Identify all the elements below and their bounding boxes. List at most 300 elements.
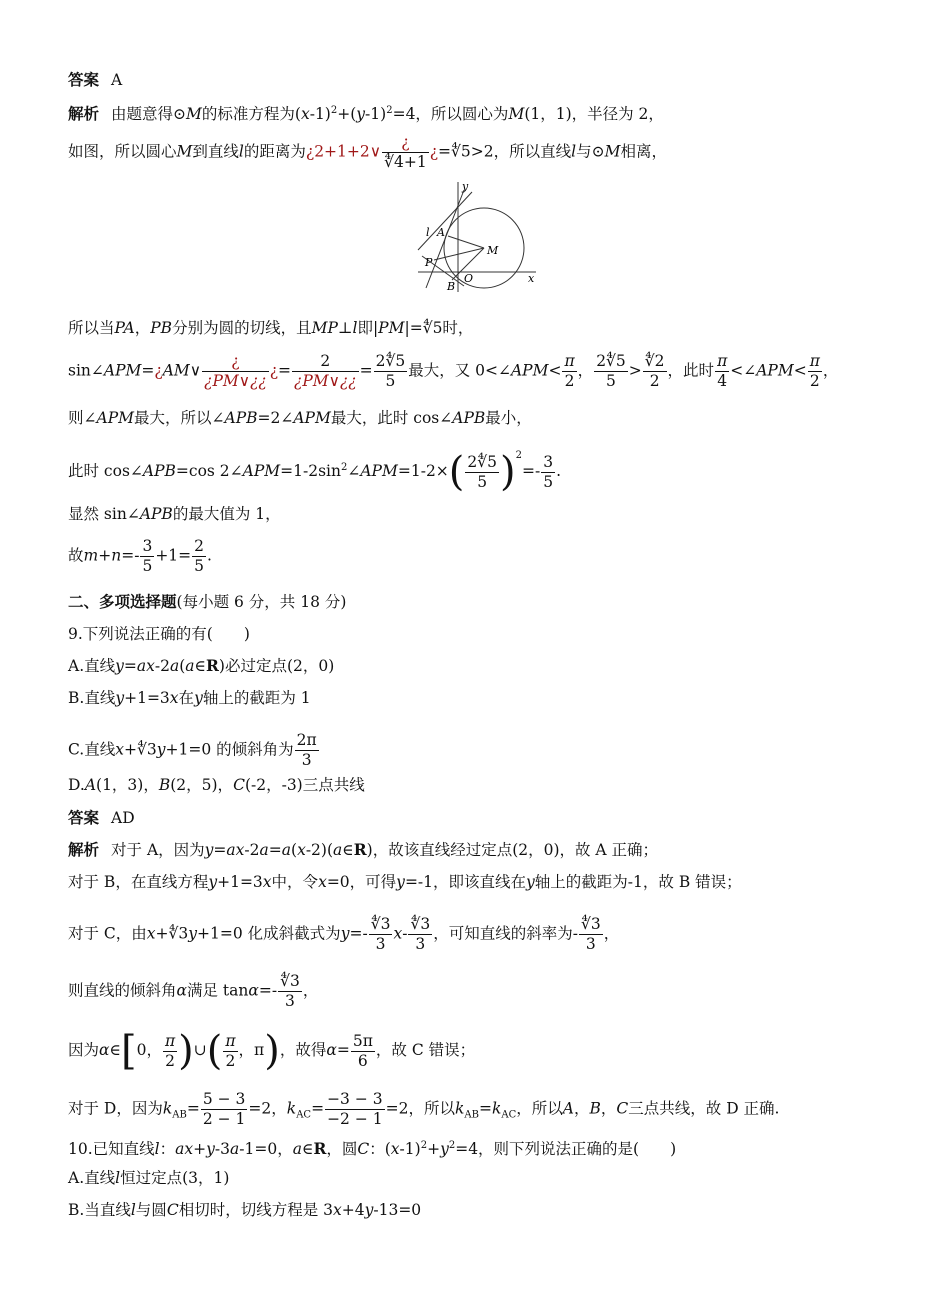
denominator: 5 (194, 557, 205, 575)
text: APM (293, 409, 331, 427)
numerator: −3 − 3 (327, 1090, 383, 1108)
numerator: 2 (292, 352, 359, 372)
solution-line-4 (68, 352, 838, 391)
text: =∜5>2，所以直线 (438, 142, 572, 161)
text: =- (522, 462, 541, 480)
fraction (579, 915, 603, 954)
text: = (213, 841, 227, 859)
fraction (192, 537, 206, 576)
fraction (808, 352, 822, 391)
text: =- (258, 981, 278, 1000)
text: . (207, 546, 212, 565)
text: y (204, 841, 214, 859)
text: APM (360, 462, 398, 480)
text: 2 (340, 461, 348, 473)
text: l (571, 142, 577, 161)
text: ，故得 (279, 1041, 327, 1059)
text: A (84, 776, 97, 794)
text: 在 (178, 689, 195, 707)
text: x (390, 1140, 400, 1159)
text: (1，3)， (96, 776, 159, 794)
garbled-math: ¿ (269, 361, 279, 380)
text: +1=0 化成斜截式为 (197, 924, 341, 943)
fraction (465, 453, 499, 492)
numerator: ¿ (202, 352, 269, 372)
text: 如图，所以圆心 (68, 142, 177, 161)
text: 到直线 (192, 142, 239, 161)
label-l: l (426, 226, 430, 239)
segment-pm (434, 248, 484, 260)
text: R (206, 656, 219, 675)
q9-solution-4 (68, 972, 318, 1011)
text: +( (337, 105, 357, 124)
text: 与圆 (135, 1201, 167, 1219)
text: 最小， (485, 409, 532, 427)
text: 轴上的截距为-1，故 B 错误； (534, 873, 742, 891)
denominator: ¿PM∨¿¿ (204, 372, 267, 390)
text: a (292, 1140, 302, 1159)
text: 9.下列说法正确的有( ) (68, 625, 250, 643)
text: 的最大值为 1， (172, 505, 281, 523)
text: ， (822, 361, 839, 380)
bracket-left: [ (120, 1028, 137, 1074)
q10-stem (68, 1136, 676, 1159)
text: - (402, 924, 408, 943)
fraction (369, 915, 393, 954)
text: +1=0 的倾斜角为 (165, 740, 294, 759)
denominator: ∜4+1 (384, 153, 427, 171)
denominator: 6 (357, 1051, 368, 1070)
text: m (83, 546, 99, 565)
text: <∠ (730, 361, 757, 380)
text: l (352, 319, 358, 337)
text: (1，1)，半径为 2， (524, 105, 664, 124)
numerator: ∜3 (410, 915, 431, 933)
denominator: 5 (477, 472, 488, 491)
text: =0，可得 (326, 873, 397, 891)
denominator: ¿PM∨¿¿ (294, 372, 357, 390)
text: 则直线的倾斜角 (68, 981, 177, 1000)
text: 对于 B，在直线方程 (68, 873, 209, 891)
paren-right: ) (500, 449, 516, 495)
text: APM (96, 409, 134, 427)
q9-option-b (68, 688, 311, 708)
text: k (491, 1099, 502, 1118)
text: D. (68, 776, 85, 794)
text: C (357, 1140, 370, 1159)
answer-line (68, 70, 122, 90)
text: < (793, 361, 807, 380)
text: +1=3 (124, 689, 170, 707)
solution-label: 解析 (68, 105, 100, 124)
text: =-1，即该直线在 (404, 873, 527, 891)
text: 所以当 (68, 319, 115, 337)
fraction (541, 453, 555, 492)
text: x (146, 924, 156, 943)
text: a (185, 657, 195, 675)
denominator: 5 (385, 372, 396, 390)
text: C (166, 1201, 179, 1219)
text: B (589, 1099, 601, 1118)
text: AB (172, 1109, 187, 1121)
paren-left: ( (206, 1028, 223, 1074)
text: C.直线 (68, 740, 116, 759)
text: x (115, 740, 124, 759)
text: = (278, 361, 292, 380)
text: ，故 C 错误； (375, 1041, 476, 1059)
text: ， (577, 361, 594, 380)
text: ∈ (194, 657, 207, 675)
label-y: y (462, 180, 469, 193)
text: a (230, 1140, 240, 1159)
solution-line-8 (68, 537, 212, 576)
text: ，圆 (326, 1140, 358, 1159)
numerator: 2π (296, 731, 317, 749)
solution-line-6 (68, 446, 562, 495)
text: |=∜5时， (404, 319, 474, 337)
text: M (604, 142, 621, 161)
text: 最大，又 0<∠ (408, 361, 511, 380)
text: α (326, 1041, 337, 1059)
text: y (208, 873, 218, 891)
numerator: ¿ (382, 133, 429, 153)
text: 轴上的截距为 1 (202, 689, 311, 707)
q9-solution-6 (68, 1090, 779, 1129)
solution-line-1 (68, 101, 664, 124)
text: +∜3 (155, 924, 189, 943)
text: k (454, 1099, 465, 1118)
text: 恒过定点(3，1) (120, 1169, 230, 1187)
text: PM (378, 319, 405, 337)
text: 的距离为 (243, 142, 306, 161)
text: = (336, 1041, 350, 1059)
text: ∈ (342, 841, 354, 859)
text: = (186, 1099, 200, 1118)
fraction (643, 352, 667, 391)
text: ax (136, 657, 155, 675)
text: R (313, 1139, 327, 1159)
denominator: 5 (543, 472, 554, 491)
text: 分别为圆的切线，且 (172, 319, 312, 337)
text: = (141, 361, 155, 380)
text: ∈ (109, 1041, 121, 1059)
text: . (556, 462, 562, 480)
text: APM (242, 462, 281, 480)
text: k (162, 1099, 173, 1118)
answer-value: AD (111, 809, 135, 827)
denominator: 3 (375, 935, 386, 953)
text: 2 (330, 105, 338, 116)
numerator: 2 (194, 537, 205, 555)
text: y (206, 1140, 215, 1159)
text: 即| (357, 319, 379, 337)
text: ， (600, 1099, 617, 1118)
text: a (169, 657, 180, 675)
text: y (440, 1140, 449, 1159)
denominator: 2 (165, 1051, 175, 1070)
text: 10.已知直线 (68, 1140, 155, 1159)
text: > (628, 361, 642, 380)
q9-option-a (68, 656, 334, 676)
denominator: 3 (301, 751, 312, 769)
text: ，所以 (516, 1099, 563, 1118)
text: C (616, 1099, 629, 1118)
answer-value: A (111, 71, 123, 89)
text: = (123, 657, 137, 675)
geometry-figure (412, 176, 542, 294)
text: ∪ (193, 1041, 207, 1059)
fraction (562, 352, 576, 391)
text: y (396, 873, 405, 891)
text: l (238, 142, 244, 161)
garbled-math: ¿2+1+2∨ (305, 142, 382, 161)
text: 由题意得⊙ (111, 105, 187, 124)
answer-label: 答案 (68, 809, 100, 827)
segment-am (448, 236, 484, 248)
text: =- (121, 546, 140, 565)
text: y (115, 657, 124, 675)
text: =1-2sin (280, 462, 341, 480)
solution-line-3 (68, 318, 473, 338)
text: y (156, 740, 166, 759)
denominator: 3 (585, 935, 596, 953)
label-m: M (487, 244, 499, 257)
text: =1-2× (397, 462, 449, 480)
text: 满足 tan (186, 981, 249, 1000)
text: ，可知直线的斜率为- (433, 924, 578, 943)
label-o: O (464, 272, 474, 285)
text: l (130, 1201, 136, 1219)
text: y (526, 873, 535, 891)
numerator: 5 − 3 (202, 1090, 246, 1108)
numerator: 2∜5 (596, 352, 626, 370)
text: ∨ (189, 361, 202, 380)
text: = (359, 361, 373, 380)
text: PB (150, 319, 173, 337)
text: ， (302, 981, 319, 1000)
text: sin∠ (68, 361, 104, 380)
text: (-2，-3)三点共线 (244, 776, 365, 794)
fraction (140, 537, 154, 576)
q9-stem (68, 624, 250, 644)
text: + (427, 1140, 441, 1159)
text: ( (291, 841, 298, 859)
text: M (176, 142, 193, 161)
text: x (297, 841, 306, 859)
fraction (278, 972, 302, 1011)
text: ：( (369, 1140, 391, 1159)
text: y (115, 689, 125, 707)
q9-solution-2 (68, 872, 742, 892)
text: y (194, 689, 203, 707)
numerator: ∜2 (644, 352, 665, 370)
text: 最大，此时 cos∠ (330, 409, 453, 427)
q9-answer (68, 808, 135, 828)
section-note: (每小题 6 分，共 18 分) (176, 593, 347, 611)
text: -3 (214, 1140, 230, 1159)
text: l (115, 1169, 121, 1187)
text: 2 (386, 105, 393, 116)
fraction (163, 1032, 177, 1071)
fraction (325, 1090, 385, 1129)
text: -13=0 (373, 1201, 422, 1219)
text: x (262, 873, 272, 891)
text: 最大，所以∠ (134, 409, 225, 427)
text: ： (159, 1140, 176, 1159)
text: APM (756, 361, 794, 380)
numerator: π (564, 352, 575, 370)
text: α (176, 981, 187, 1000)
text: AC (296, 1109, 312, 1121)
label-p: P (425, 256, 433, 269)
text: B (158, 776, 171, 794)
denominator: 5 (142, 557, 153, 575)
text: 显然 sin∠ (68, 505, 140, 523)
paren-right: ) (264, 1028, 280, 1074)
text: n (111, 546, 122, 565)
text: -1) (365, 105, 387, 124)
text: 则∠ (68, 409, 97, 427)
numerator: 2∜5 (467, 452, 498, 471)
text: +4 (341, 1201, 365, 1219)
text: A.直线 (68, 657, 116, 675)
denominator: 2 (225, 1051, 236, 1070)
numerator: π (717, 352, 728, 370)
text: APB (224, 409, 258, 427)
text: +∜3 (123, 740, 157, 759)
text: )必过定点(2，0) (218, 657, 335, 675)
numerator: π (164, 1031, 176, 1050)
text: ，π (238, 1041, 265, 1059)
fraction (408, 915, 432, 954)
text: x (169, 689, 179, 707)
denominator: 4 (717, 372, 728, 390)
text: x (332, 1201, 342, 1219)
text: x (300, 105, 310, 124)
label-b: B (447, 280, 456, 293)
q9-solution-5 (68, 1028, 476, 1074)
text: 三点共线，故 D 正确. (628, 1099, 780, 1118)
fraction (202, 352, 269, 391)
text: B.直线 (68, 689, 116, 707)
fraction (382, 133, 429, 172)
text: a (281, 841, 291, 859)
numerator: 5π (352, 1031, 373, 1050)
text: 2 (448, 1140, 456, 1151)
denominator: 2 (809, 372, 820, 390)
garbled-math: ¿ (154, 361, 163, 380)
text: +1=3 (217, 873, 263, 891)
text: ， (573, 1099, 590, 1118)
text: APM (510, 361, 549, 380)
text: ( (179, 657, 186, 675)
denominator: 2 − 1 (202, 1110, 246, 1128)
numerator: 3 (142, 537, 153, 555)
text: =2，所以 (385, 1099, 455, 1118)
text: APB (139, 505, 173, 523)
text: +1= (155, 546, 192, 565)
text: PA (114, 319, 135, 337)
text: =- (349, 924, 368, 943)
label-a: A (437, 226, 445, 239)
text: a (259, 841, 269, 859)
text: = (268, 841, 282, 859)
text: M (508, 105, 525, 124)
text: ax (226, 841, 245, 859)
text: = (311, 1099, 325, 1118)
fraction (715, 352, 729, 391)
q9-option-d (68, 775, 365, 795)
text: -2 (244, 841, 260, 859)
text: ax (175, 1140, 194, 1159)
text: R (353, 840, 367, 859)
solution-line-2 (68, 133, 667, 172)
text: 2 (420, 1140, 428, 1151)
text: C (233, 776, 245, 794)
label-x: x (528, 272, 535, 285)
text: AM (162, 361, 190, 380)
text: =2， (248, 1099, 287, 1118)
text: x (393, 924, 403, 943)
solution-label: 解析 (68, 841, 100, 859)
text: y (340, 924, 350, 943)
text: -2 (154, 657, 170, 675)
text: 的标准方程为( (201, 105, 301, 124)
denominator: 5 (606, 372, 616, 390)
text: α (99, 1041, 110, 1059)
text: MP (311, 319, 338, 337)
numerator: ∜3 (580, 915, 601, 933)
paren-right: ) (178, 1028, 194, 1074)
fraction (374, 352, 408, 391)
text: =cos 2∠ (175, 462, 243, 480)
solution-line-7 (68, 504, 281, 524)
numerator: π (809, 352, 820, 370)
text: α (248, 981, 259, 1000)
text: -1) (309, 105, 331, 124)
fraction (295, 731, 319, 770)
q10-option-a (68, 1168, 229, 1188)
text: = (478, 1099, 492, 1118)
numerator: 2∜5 (375, 352, 406, 370)
text: ， (603, 924, 620, 943)
text: =2∠ (257, 409, 294, 427)
denominator: 3 (285, 992, 295, 1010)
text: APM (103, 361, 142, 380)
text: 中，令 (271, 873, 319, 891)
denominator: 3 (415, 935, 426, 953)
section-title: 二、多项选择题 (68, 593, 177, 611)
text: 0， (136, 1041, 162, 1059)
text: ，此时 (667, 361, 715, 380)
text: y (356, 105, 366, 124)
text: AB (464, 1109, 479, 1121)
text: -1=0， (239, 1140, 293, 1159)
text: )，故该直线经过定点(2，0)，故 A 正确； (366, 841, 659, 859)
text: 相离， (620, 142, 667, 161)
fraction (201, 1090, 248, 1129)
text: y (188, 924, 198, 943)
text: APB (452, 409, 486, 427)
text: B.当直线 (68, 1201, 131, 1219)
text: ⊥ (337, 319, 353, 337)
fraction (292, 352, 359, 391)
numerator: π (225, 1031, 236, 1050)
denominator: 2 (649, 372, 660, 390)
text: 故 (68, 546, 84, 565)
fraction (594, 352, 628, 391)
denominator: −2 − 1 (327, 1110, 383, 1128)
